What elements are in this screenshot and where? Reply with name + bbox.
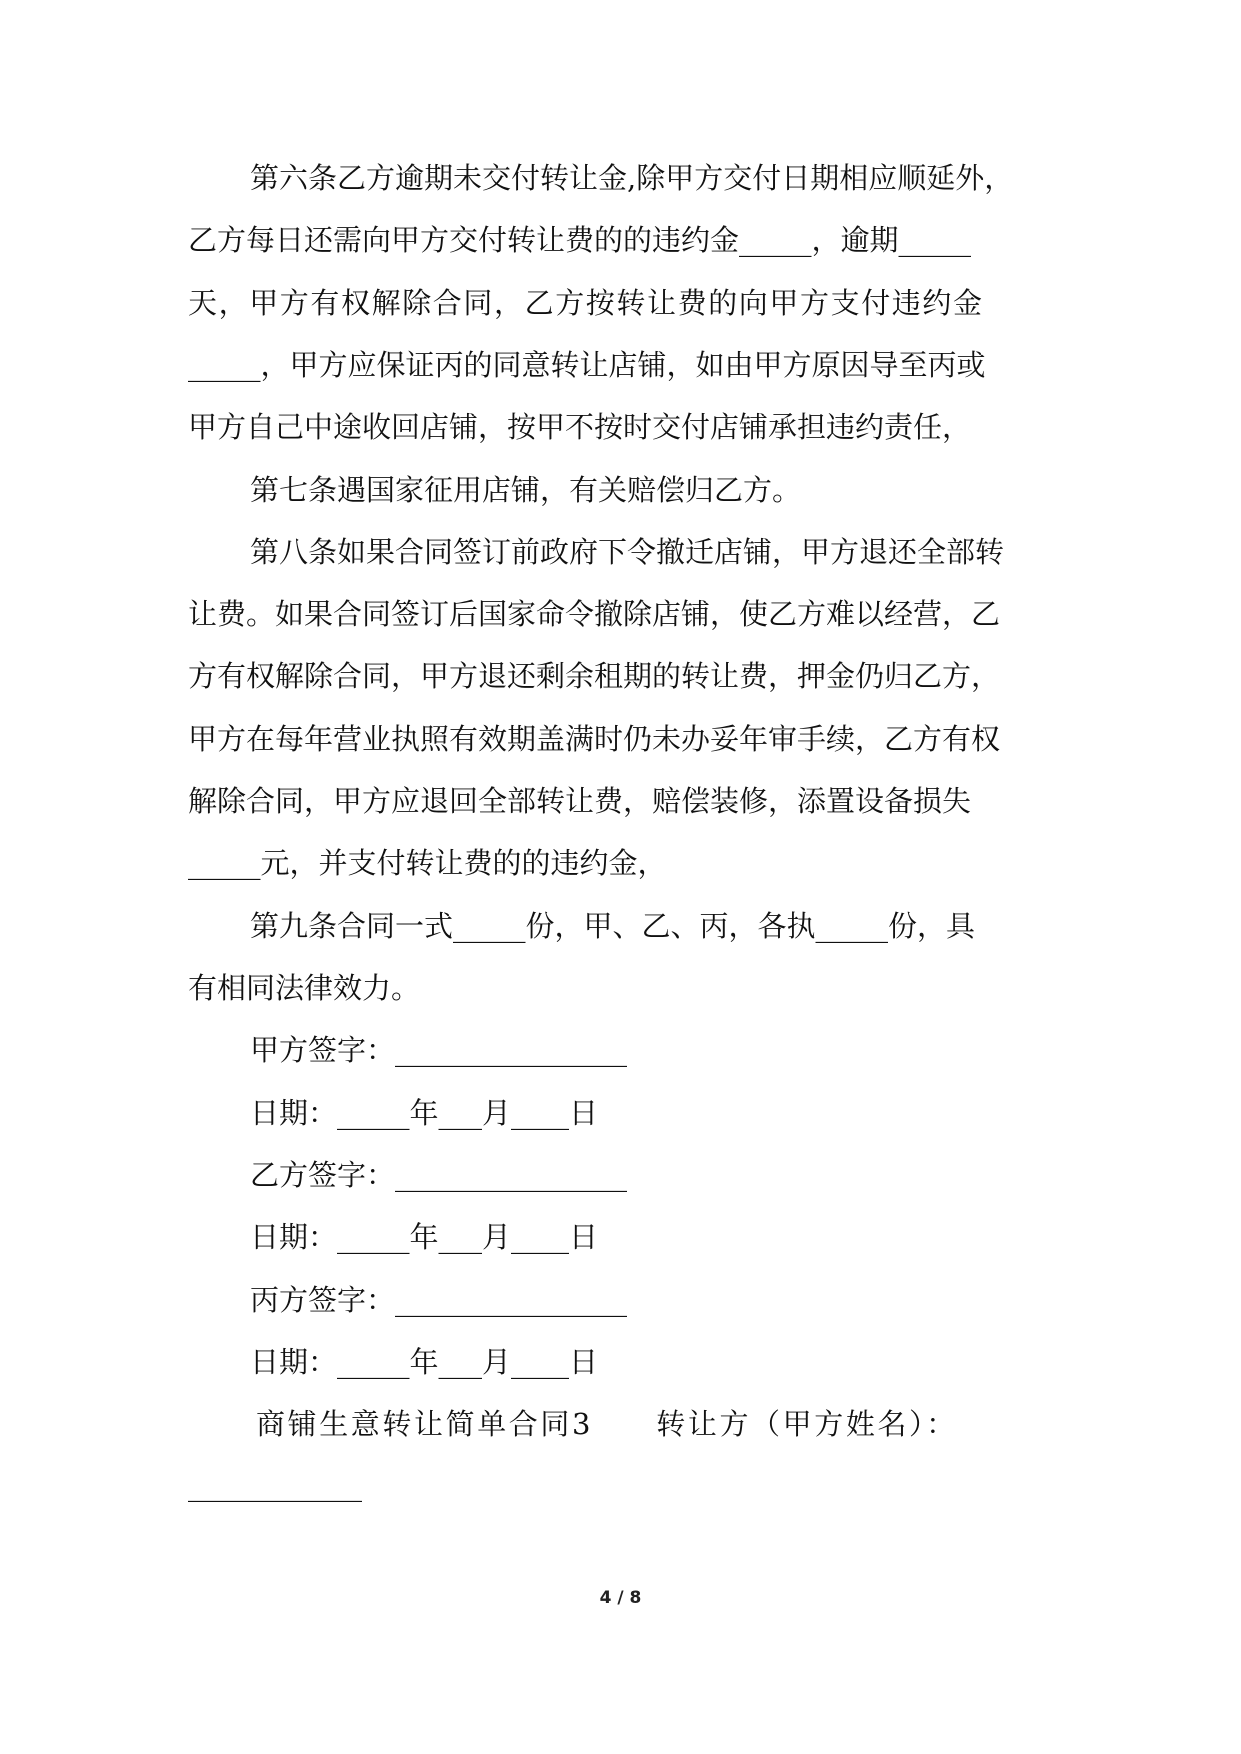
paragraph-line: 甲方在每年营业执照有效期盖满时仍未办妥年审手续，乙方有权 — [188, 722, 1001, 756]
paragraph-line: 第六条乙方逾期未交付转让金,除甲方交付日期相应顺延外， — [250, 161, 1014, 195]
paragraph-line: _____，甲方应保证丙的同意转让店铺，如由甲方原因导至丙或 — [188, 348, 986, 382]
paragraph-line: 有相同法律效力。 — [188, 971, 421, 1005]
paragraph-line: 第九条合同一式_____份，甲、乙、丙，各执_____份，具 — [250, 909, 976, 943]
page-number: 4 / 8 — [599, 1588, 642, 1608]
paragraph-line: ____________ — [188, 1468, 362, 1502]
paragraph-line: 第七条遇国家征用店铺，有关赔偿归乙方。 — [250, 473, 802, 507]
signature-line: 丙方签字：________________ — [250, 1283, 628, 1317]
paragraph-line: 解除合同，甲方应退回全部转让费，赔偿装修，添置设备损失 — [188, 784, 972, 818]
date-line: 日期：_____年___月____日 — [250, 1220, 599, 1254]
date-line: 日期：_____年___月____日 — [250, 1096, 599, 1130]
paragraph-line: 天，甲方有权解除合同，乙方按转让费的向甲方支付违约金 — [188, 286, 984, 320]
signature-line: 甲方签字：________________ — [250, 1033, 628, 1067]
section-heading-line: 商铺生意转让简单合同3 转让方（甲方姓名）： — [256, 1407, 958, 1441]
paragraph-line: 第八条如果合同签订前政府下令撤迁店铺，甲方退还全部转 — [250, 535, 1005, 569]
paragraph-line: _____元，并支付转让费的的违约金， — [188, 846, 667, 880]
paragraph-line: 让费。如果合同签订后国家命令撤除店铺，使乙方难以经营，乙 — [188, 597, 1001, 631]
paragraph-line: 方有权解除合同，甲方退还剩余租期的转让费，押金仍归乙方， — [188, 659, 1001, 693]
paragraph-line: 乙方每日还需向甲方交付转让费的的违约金_____，逾期_____ — [188, 223, 972, 257]
paragraph-line: 甲方自己中途收回店铺，按甲不按时交付店铺承担违约责任， — [188, 410, 972, 444]
date-line: 日期：_____年___月____日 — [250, 1345, 599, 1379]
signature-line: 乙方签字：________________ — [250, 1158, 628, 1192]
